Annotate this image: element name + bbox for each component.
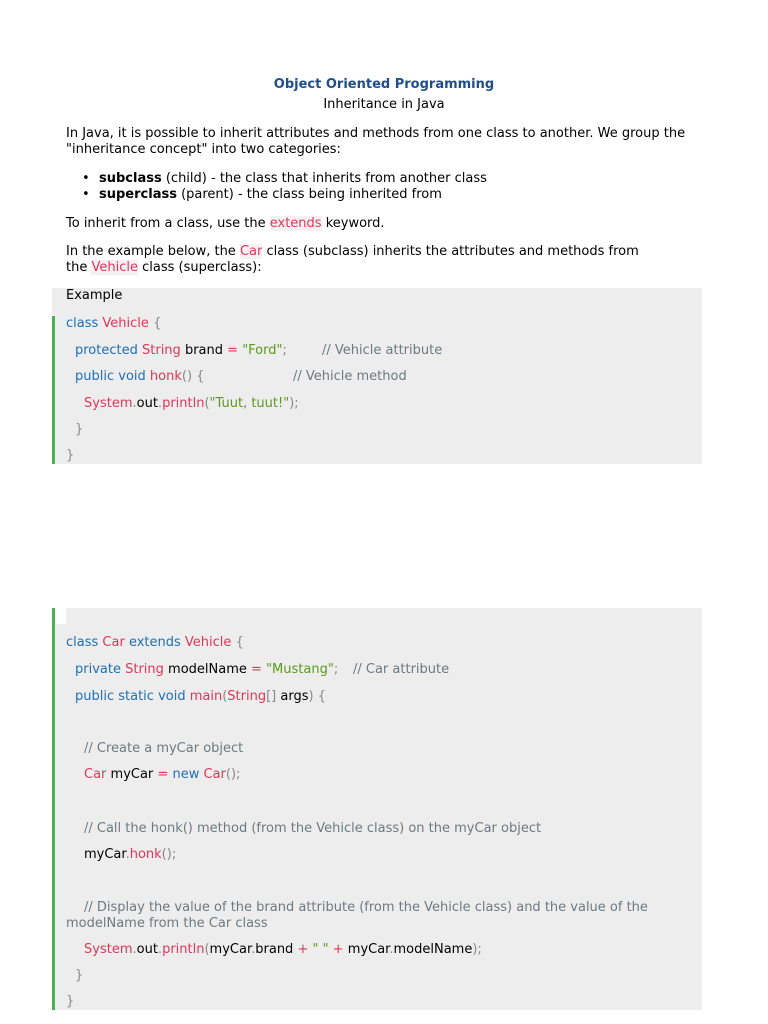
text-fragment: class (superclass): bbox=[137, 260, 262, 275]
code-token: System bbox=[84, 942, 133, 957]
code-line bbox=[66, 316, 161, 332]
code-token: ( bbox=[204, 396, 210, 411]
code-token: { bbox=[196, 369, 205, 384]
code-token: ); bbox=[472, 942, 482, 957]
code-token: Car bbox=[203, 767, 226, 782]
code-line: } bbox=[66, 994, 75, 1009]
code-line: } bbox=[75, 968, 84, 983]
code-token: honk bbox=[149, 369, 182, 384]
example-paragraph bbox=[66, 244, 706, 276]
intro-paragraph bbox=[66, 126, 706, 158]
bullet-icon: • bbox=[82, 171, 90, 186]
code-token: "Tuut, tuut!" bbox=[209, 396, 290, 411]
example-line-1 bbox=[66, 244, 706, 260]
extends-text-before: To inherit from a class, use the bbox=[66, 216, 270, 231]
code-token: myCar bbox=[84, 847, 126, 862]
code-line: } bbox=[75, 422, 84, 437]
code-comment: // Create a myCar object bbox=[84, 741, 244, 756]
code-token: . bbox=[157, 942, 163, 957]
code-token: ); bbox=[289, 396, 299, 411]
code-token: String bbox=[142, 343, 181, 358]
code-token: private bbox=[75, 662, 121, 677]
code-token: ; bbox=[282, 343, 287, 358]
bullet-text: (parent) - the class being inherited from bbox=[176, 187, 442, 202]
code-token: Vehicle bbox=[184, 635, 232, 650]
code-token: protected bbox=[75, 343, 138, 358]
text-fragment: class (subclass) inherits the attributes and methods from bbox=[262, 244, 639, 259]
code-token: public void bbox=[75, 369, 146, 384]
extends-paragraph bbox=[66, 216, 706, 232]
vehicle-keyword: Vehicle bbox=[91, 260, 138, 275]
code-token: honk bbox=[129, 847, 162, 862]
example-label: Example bbox=[66, 288, 123, 303]
code-token: "Mustang" bbox=[266, 662, 334, 677]
code-token: println bbox=[162, 942, 205, 957]
code-token: { bbox=[153, 316, 162, 331]
bullet-icon: • bbox=[82, 187, 90, 202]
code-token: System bbox=[84, 396, 133, 411]
text-fragment: In the example below, the bbox=[66, 244, 240, 259]
text-fragment: the bbox=[66, 260, 92, 275]
code-token: extends bbox=[128, 635, 181, 650]
code-gap bbox=[55, 608, 66, 624]
code-line bbox=[84, 396, 299, 412]
car-keyword: Car bbox=[239, 244, 263, 259]
code-token: myCar bbox=[209, 942, 252, 957]
code-line bbox=[75, 662, 338, 678]
code-line bbox=[75, 369, 204, 385]
code-token: " " bbox=[312, 942, 329, 957]
code-token: println bbox=[162, 396, 205, 411]
code-token: + bbox=[297, 942, 309, 957]
code-comment: // Vehicle attribute bbox=[322, 343, 443, 358]
code-token: { bbox=[235, 635, 244, 650]
code-token: . bbox=[389, 942, 394, 957]
code-token: brand bbox=[255, 942, 294, 957]
list-item bbox=[66, 171, 706, 187]
code-token: . bbox=[125, 847, 130, 862]
code-comment: // Display the value of the brand attribute (from the Vehicle class) and the value of the bbox=[84, 900, 648, 915]
bullet-term: subclass bbox=[99, 171, 162, 186]
list-item bbox=[66, 187, 706, 203]
code-token: ) bbox=[308, 689, 314, 704]
code-line bbox=[75, 343, 287, 359]
code-accent-bar bbox=[52, 316, 55, 464]
code-token: Car bbox=[102, 635, 125, 650]
code-token: ( bbox=[204, 942, 210, 957]
code-token: . bbox=[251, 942, 256, 957]
code-token: ( bbox=[222, 689, 228, 704]
code-token: () bbox=[181, 369, 193, 384]
code-token: ; bbox=[333, 662, 339, 677]
document-title: Object Oriented Programming bbox=[273, 77, 495, 92]
bullet-term: superclass bbox=[99, 187, 177, 202]
intro-line-1: In Java, it is possible to inherit attributes and methods from one class to another. We group the bbox=[66, 126, 686, 141]
code-token: class bbox=[66, 316, 99, 331]
extends-text-after: keyword. bbox=[321, 216, 385, 231]
code-token: . bbox=[132, 396, 137, 411]
code-token: (); bbox=[225, 767, 241, 782]
code-line bbox=[75, 689, 326, 705]
code-comment: // Call the honk() method (from the Vehicle class) on the myCar object bbox=[84, 821, 542, 836]
code-comment: // Car attribute bbox=[353, 662, 450, 677]
code-token: (); bbox=[161, 847, 177, 862]
code-token: out bbox=[136, 396, 158, 411]
code-token: Vehicle bbox=[102, 316, 149, 331]
code-line bbox=[84, 942, 482, 958]
code-token: = bbox=[157, 767, 169, 782]
code-token: + bbox=[332, 942, 344, 957]
code-token: String bbox=[227, 689, 267, 704]
intro-line-2: "inheritance concept" into two categories: bbox=[66, 142, 341, 157]
extends-keyword: extends bbox=[269, 216, 322, 231]
bullet-text: (child) - the class that inherits from another class bbox=[161, 171, 487, 186]
code-token: main bbox=[189, 689, 223, 704]
code-token: [] bbox=[266, 689, 277, 704]
code-token: "Ford" bbox=[242, 343, 283, 358]
code-token: = bbox=[251, 662, 262, 677]
code-accent-bar bbox=[52, 608, 55, 1010]
code-comment: // Vehicle method bbox=[293, 369, 407, 384]
code-line bbox=[66, 635, 244, 651]
code-token: Car bbox=[84, 767, 107, 782]
code-token: out bbox=[136, 942, 158, 957]
code-token: { bbox=[317, 689, 326, 704]
code-token: myCar bbox=[110, 767, 154, 782]
code-token: public static void bbox=[75, 689, 186, 704]
code-token: myCar bbox=[347, 942, 390, 957]
code-token: . bbox=[157, 396, 163, 411]
code-token: . bbox=[132, 942, 137, 957]
code-token: String bbox=[125, 662, 164, 677]
code-token: new bbox=[172, 767, 200, 782]
code-line bbox=[84, 767, 240, 783]
code-token: modelName bbox=[168, 662, 247, 677]
code-token: = bbox=[227, 343, 239, 358]
code-token: modelName bbox=[393, 942, 473, 957]
document-subtitle: Inheritance in Java bbox=[323, 97, 445, 112]
code-line: } bbox=[66, 448, 75, 463]
code-token: class bbox=[66, 635, 99, 650]
category-list bbox=[66, 171, 706, 203]
example-line-2 bbox=[66, 260, 706, 276]
code-comment: modelName from the Car class bbox=[66, 916, 268, 931]
code-token: brand bbox=[184, 343, 223, 358]
code-line bbox=[84, 847, 176, 863]
code-token: args bbox=[280, 689, 309, 704]
